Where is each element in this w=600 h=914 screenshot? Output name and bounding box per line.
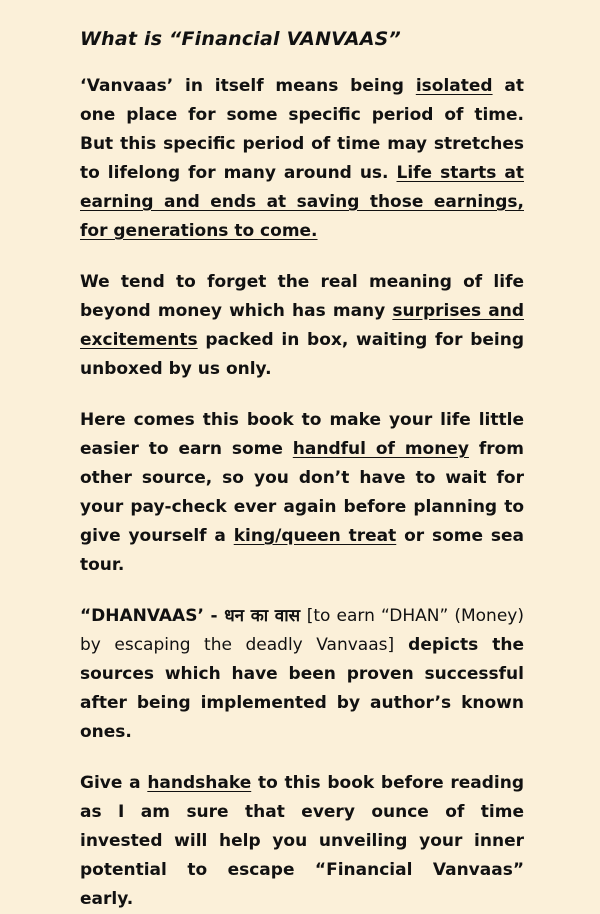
underlined-text: handful of money [292, 439, 469, 459]
text: packed in box, waiting for being unboxed by us only. [80, 330, 524, 379]
normal-text: [to earn “DHAN” (Money) by escaping the deadly Vanvaas] [80, 606, 524, 655]
paragraph-vanvaas-meaning [80, 72, 524, 246]
underlined-text: isolated [415, 76, 493, 96]
text: or some sea tour. [80, 526, 524, 575]
paragraph-dhanvaas [80, 602, 524, 747]
text: Here comes this book to make your life little easier to earn some [80, 410, 524, 459]
text: ‘Vanvaas’ in itself means being [80, 76, 416, 96]
text: We tend to forget the real meaning of life beyond money which has many [80, 272, 524, 321]
underlined-text: handshake [147, 773, 252, 793]
text: at one place for some specific period of time. But this specific period of time may stretches to lifelong for many around us. [80, 76, 524, 183]
paragraph-book-purpose [80, 406, 524, 580]
underlined-text: Life starts at earning and ends at saving those earnings, for generations to come. [80, 163, 524, 241]
text: to this book before reading as I am sure that every ounce of time invested will help you unveiling your inner potential to escape “Financial Vanvaas” early. [80, 773, 524, 909]
underlined-text: king/queen treat [233, 526, 397, 546]
text: Give a [80, 773, 148, 793]
text: “DHANVAAS’ - धन का वास [80, 606, 307, 626]
text: depicts the sources which have been proven successful after being implemented by author’s known ones. [80, 635, 524, 742]
paragraph-handshake [80, 769, 524, 914]
page-title: What is “Financial VANVAAS” [80, 28, 401, 50]
paragraph-meaning-of-life [80, 268, 524, 384]
text: from other source, so you don’t have to wait for your pay-check ever again before planning to give yourself a [80, 439, 525, 546]
underlined-text: surprises and excitements [80, 301, 524, 350]
